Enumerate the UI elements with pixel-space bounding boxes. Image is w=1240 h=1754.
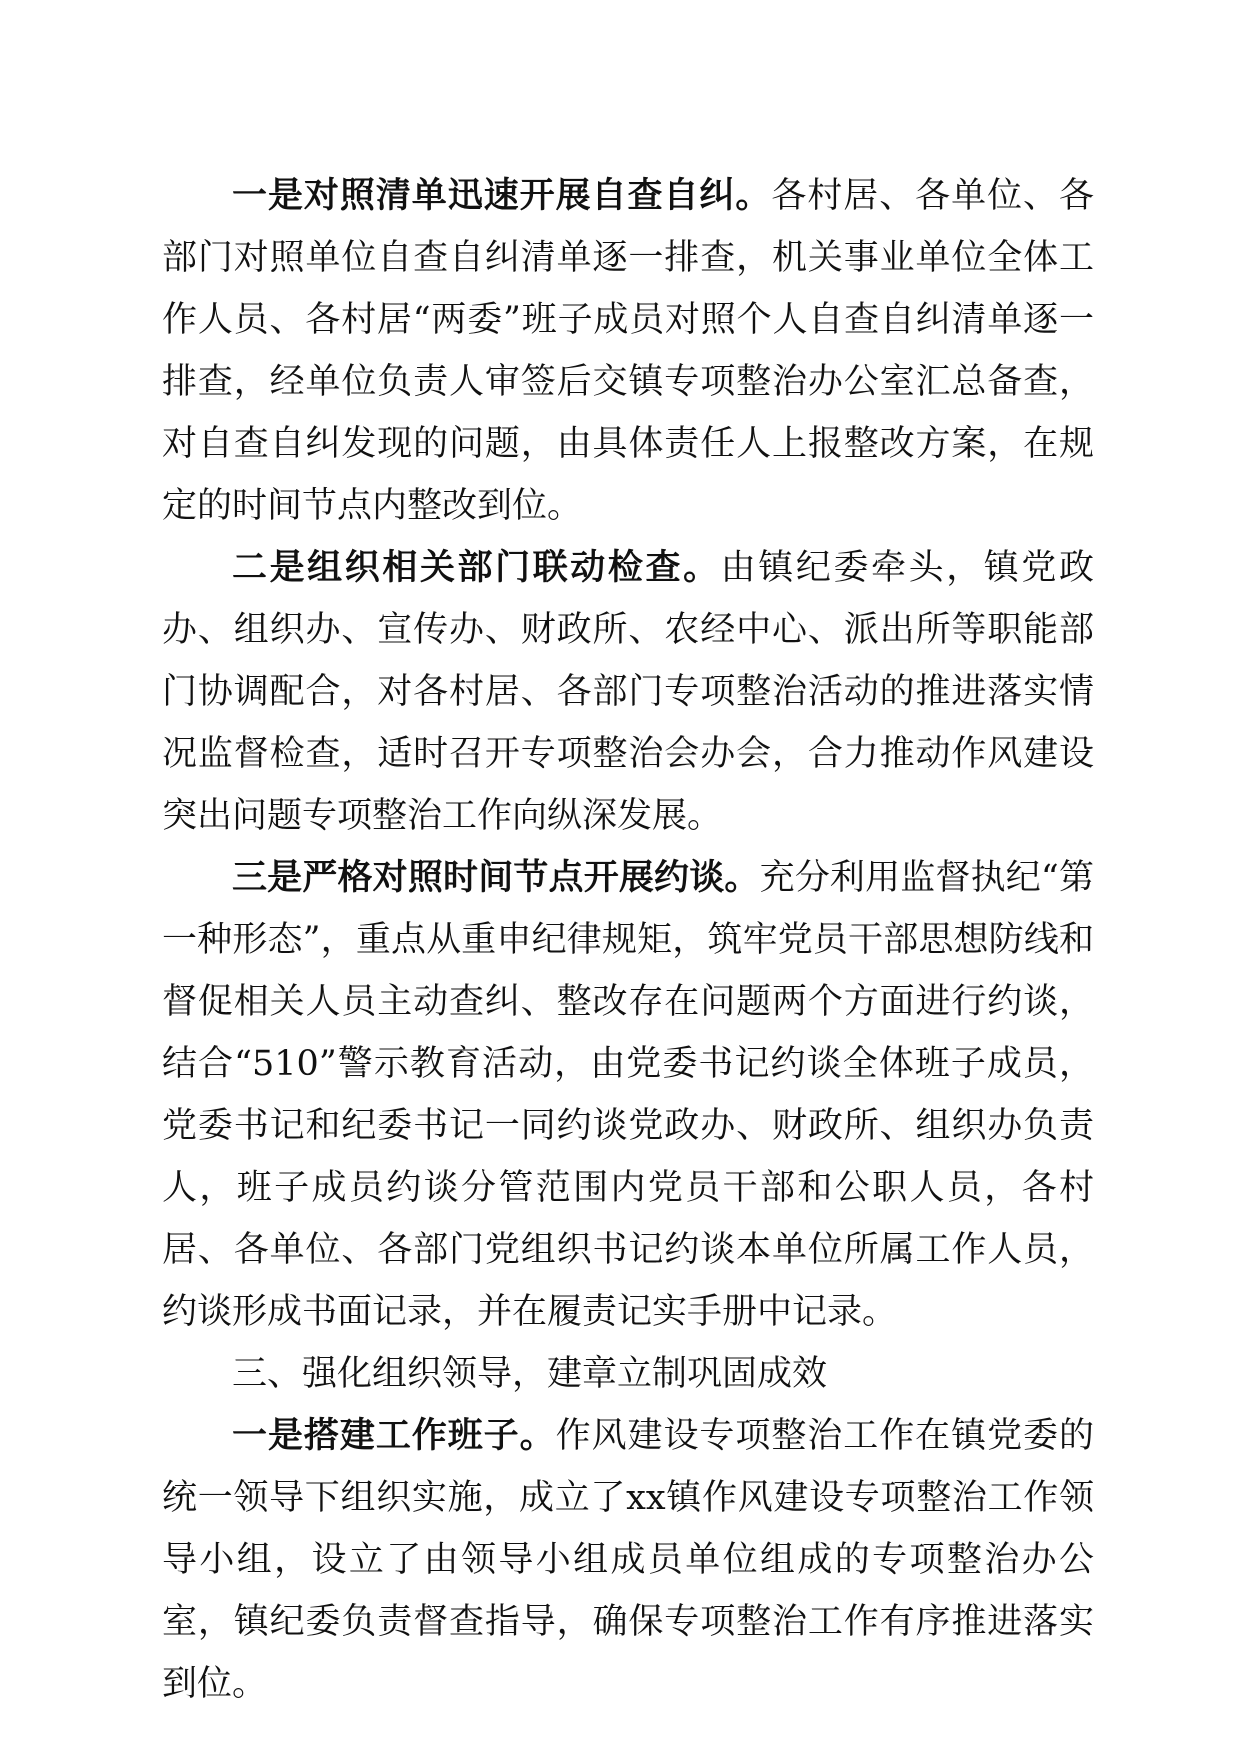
paragraph-text: 由镇纪委牵头，镇党政办、组织办、宣传办、财政所、农经中心、派出所等职能部门协调配合，对各村居、各部门专项整治活动的推进落实情况监督检查，适时召开专项整治会办会，合力推动作风建设突出问题专项整治工作向纵深发展。	[162, 548, 1094, 836]
paragraph-lead: 三是严格对照时间节点开展约谈。	[232, 858, 760, 898]
section-heading: 三、强化组织领导，建章立制巩固成效	[232, 1354, 828, 1394]
paragraph-self-inspection	[162, 165, 1094, 537]
paragraph-lead: 一是对照清单迅速开展自查自纠。	[232, 176, 772, 216]
paragraph-text: 作风建设专项整治工作在镇党委的统一领导下组织实施，成立了xx镇作风建设专项整治工作领导小组，设立了由领导小组成员单位组成的专项整治办公室，镇纪委负责督查指导，确保专项整治工作有序推进落实到位。	[162, 1416, 1094, 1704]
paragraph-lead: 一是搭建工作班子。	[232, 1416, 556, 1456]
paragraph-text: 充分利用监督执纪“第一种形态”，重点从重申纪律规矩，筑牢党员干部思想防线和督促相关人员主动查纠、整改存在问题两个方面进行约谈，结合“510”警示教育活动，由党委书记约谈全体班子成员，党委书记和纪委书记一同约谈党政办、财政所、组织办负责人，班子成员约谈分管范围内党员干部和公职人员，各村居、各单位、各部门党组织书记约谈本单位所属工作人员，约谈形成书面记录，并在履责记实手册中记录。	[162, 858, 1094, 1332]
paragraph-lead: 二是组织相关部门联动检查。	[232, 548, 721, 588]
paragraph-interviews	[162, 847, 1094, 1343]
paragraph-work-team	[162, 1405, 1094, 1715]
paragraph-text: 各村居、各单位、各部门对照单位自查自纠清单逐一排查，机关事业单位全体工作人员、各村居“两委”班子成员对照个人自查自纠清单逐一排查，经单位负责人审签后交镇专项整治办公室汇总备查，对自查自纠发现的问题，由具体责任人上报整改方案，在规定的时间节点内整改到位。	[162, 176, 1094, 526]
paragraph-joint-inspection	[162, 537, 1094, 847]
document-body	[162, 165, 1094, 1715]
